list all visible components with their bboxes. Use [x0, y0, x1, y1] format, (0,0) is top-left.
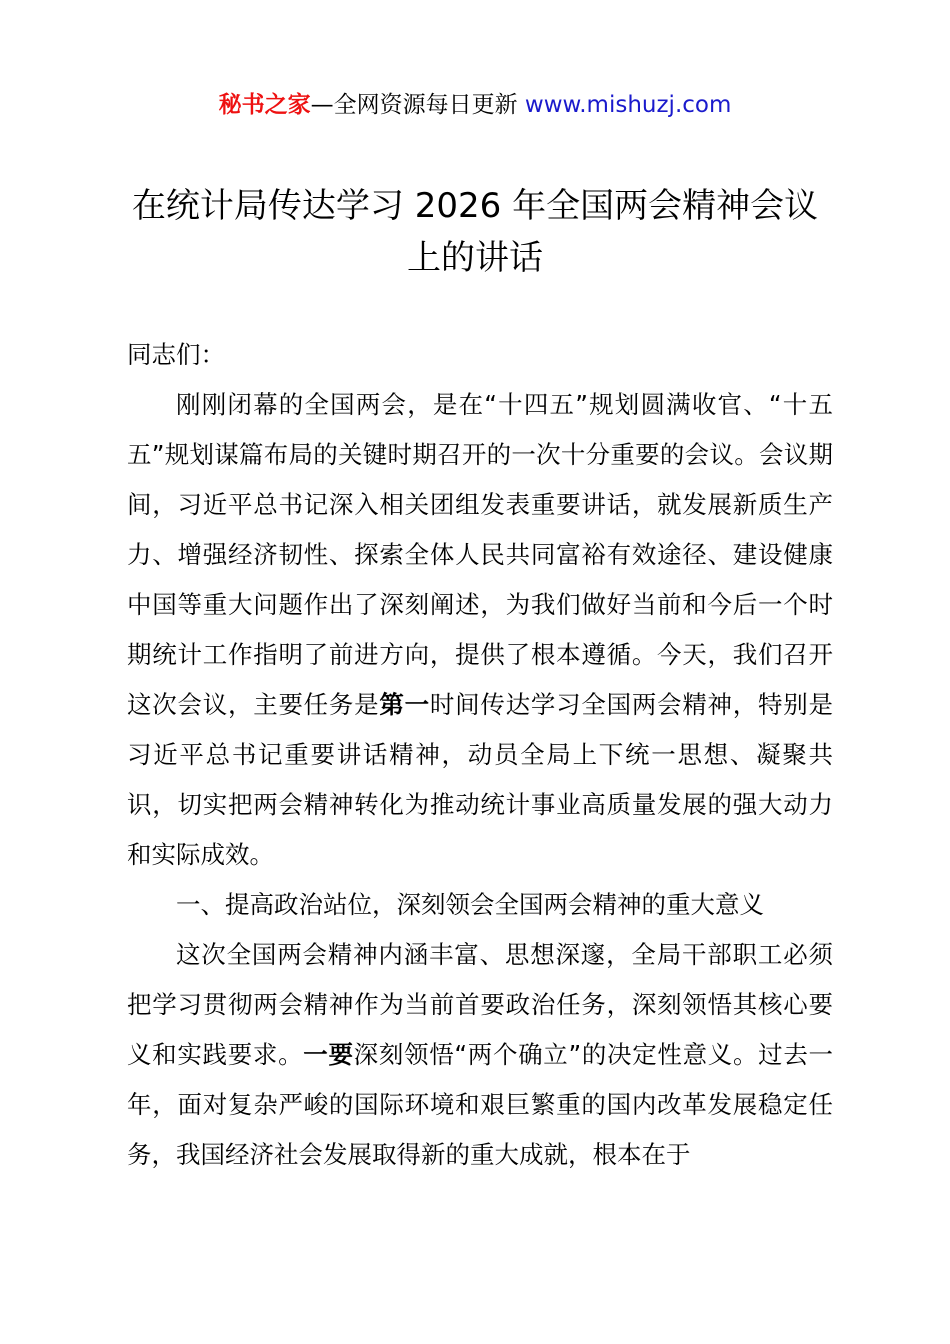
- paragraph-section-1: [127, 930, 833, 1180]
- paragraph-intro: [127, 380, 833, 880]
- site-brand: 秘书之家: [218, 92, 311, 118]
- paragraph-text: 刚刚闭幕的全国两会，是在“十四五”规划圆满收官、“十五五”规划谋篇布局的关键时期召开的一次十分重要的会议。会议期间，习近平总书记深入相关团组发表重要讲话，就发展新质生产力、增强经济韧性、探索全体人民共同富裕有效途径、建设健康中国等重大问题作出了深刻阐述，为我们做好当前和今后一个时期统计工作指明了前进方向，提供了根本遵循。今天，我们召开这次会议，主要任务是: [127, 390, 833, 719]
- salutation: 同志们：: [127, 340, 225, 369]
- section-heading: 一、提高政治站位，深刻领会全国两会精神的重大意义: [176, 890, 764, 919]
- paragraph-text: 时间传达学习全国两会精神，特别是习近平总书记重要讲话精神，动员全局上下统一思想、凝聚共识，切实把两会精神转化为推动统计事业高质量发展的强大动力和实际成效。: [127, 690, 834, 869]
- bold-emphasis: 一要: [303, 1040, 354, 1069]
- paragraph-text: 深刻领悟“两个确立”的决定性意义。过去一年，面对复杂严峻的国际环境和艰巨繁重的国内改革发展稳定任务，我国经济社会发展取得新的重大成就，根本在于: [127, 1040, 834, 1169]
- document-title: 在统计局传达学习 2026 年全国两会精神会议上的讲话: [131, 186, 819, 278]
- site-tagline: —全网资源每日更新: [310, 92, 525, 118]
- site-header: [0, 88, 950, 122]
- document-body: [127, 330, 833, 1180]
- paragraph-text: 这次全国两会精神内涵丰富、思想深邃，全局干部职工必须把学习贯彻两会精神作为当前首要政治任务，深刻领悟其核心要义和实践要求。: [127, 940, 833, 1069]
- bold-emphasis: 第一: [379, 690, 430, 719]
- site-url-link[interactable]: www.mishuzj.com: [524, 92, 732, 118]
